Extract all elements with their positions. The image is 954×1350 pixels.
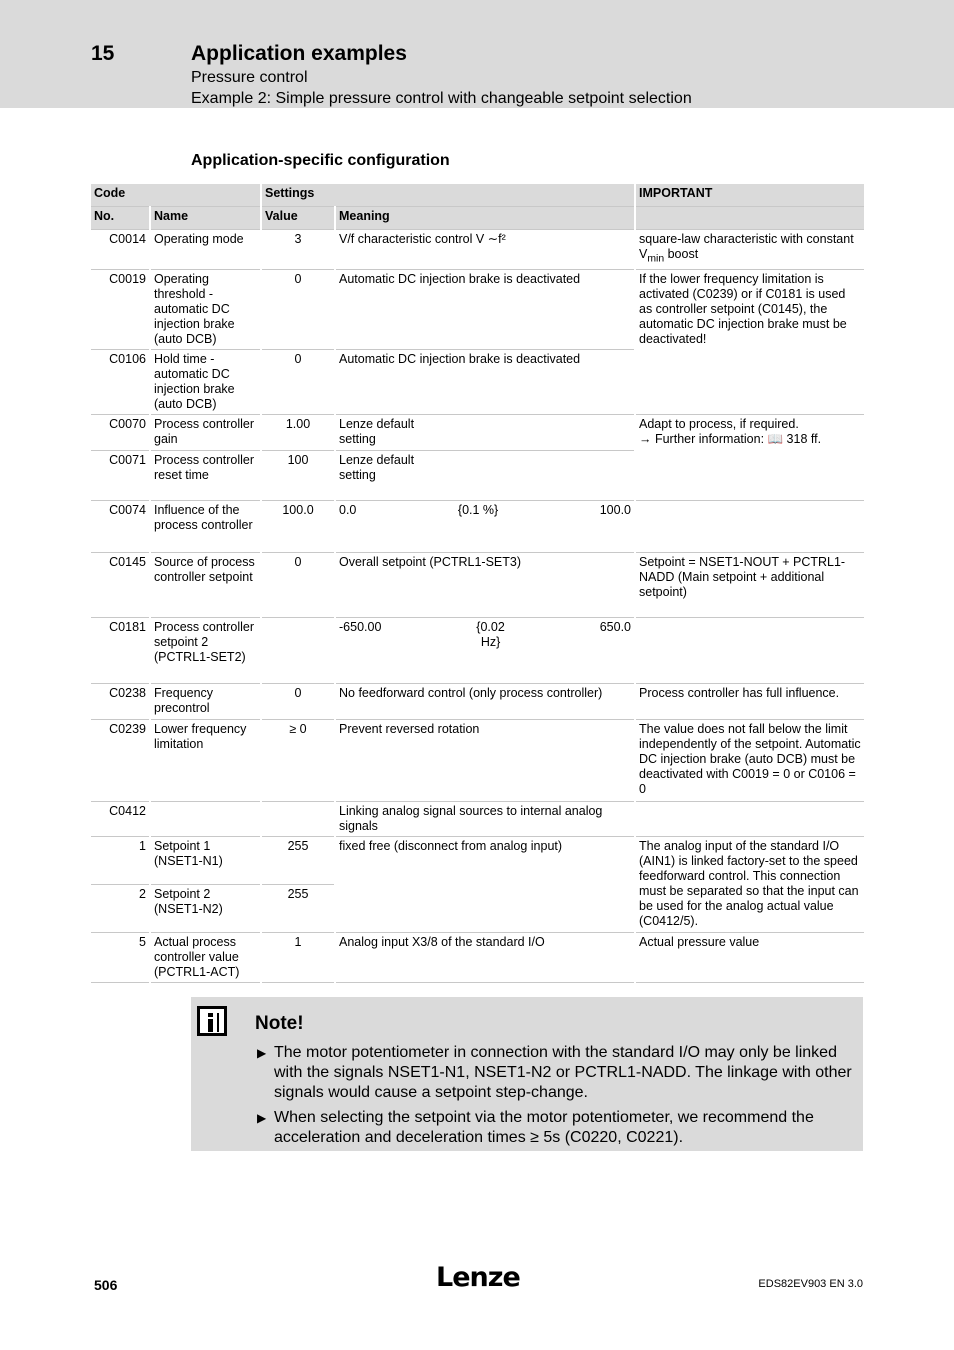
code-value: 100 (261, 450, 335, 500)
code-subindex: 5 (91, 932, 150, 982)
table-row (91, 230, 864, 270)
code-name: Setpoint 1 (NSET1-N1) (150, 836, 261, 884)
header-important: IMPORTANT (635, 184, 864, 207)
code-value: ≥ 0 (261, 719, 335, 801)
table-column-header-row (91, 207, 864, 230)
code-meaning: No feedforward control (only process controller) (335, 683, 635, 719)
code-meaning: Lenze default setting (335, 414, 635, 450)
code-important: Adapt to process, if required. → Further information: 📖 318 ff. (635, 414, 864, 500)
code-important: If the lower frequency limitation is activated (C0239) or if C0181 is used as controller setpoint (C0145), the automatic DC injection brake must be deactivated! (635, 269, 864, 414)
code-meaning: Lenze default setting (335, 450, 635, 500)
code-important (635, 617, 864, 683)
table-row (91, 617, 864, 683)
chapter-title: Application examples (191, 42, 407, 65)
page-number: 506 (94, 1277, 118, 1293)
code-no: C0238 (91, 683, 150, 719)
reference-link[interactable]: → Further information: 📖 318 ff. (639, 431, 822, 446)
table-row (91, 683, 864, 719)
note-item: ▶ The motor potentiometer in connection with the standard I/O may only be linked with the signals NSET1-N1, NSET1-N2 or PCTRL1-NADD. The linkage with other signals would cause a setpoint step-change. (257, 1044, 852, 1101)
code-value: 0 (261, 349, 335, 414)
code-no: C0181 (91, 617, 150, 683)
code-range: -650.00 {0.02 Hz} 650.0 (335, 617, 635, 683)
code-value: 1.00 (261, 414, 335, 450)
code-name: Setpoint 2 (NSET1-N2) (150, 884, 261, 932)
code-no: C0071 (91, 450, 150, 500)
code-value: 0 (261, 269, 335, 349)
header-name: Name (150, 207, 261, 230)
code-name: Source of process controller setpoint (150, 552, 261, 617)
document-id: EDS82EV903 EN 3.0 (758, 1278, 863, 1290)
table-row (91, 500, 864, 552)
table-row (91, 719, 864, 801)
bullet-arrow-icon: ▶ (257, 1111, 267, 1125)
code-subindex: 1 (91, 836, 150, 884)
code-meaning: V/f characteristic control V ∼f² (335, 230, 635, 270)
header-code: Code (91, 184, 261, 207)
lenze-logo: Lenze (436, 1262, 520, 1293)
table-group-header-row (91, 184, 864, 207)
code-no: C0074 (91, 500, 150, 552)
code-important: Actual pressure value (635, 932, 864, 982)
code-value: 255 (261, 836, 335, 884)
bullet-arrow-icon: ▶ (257, 1046, 267, 1060)
note-box (191, 997, 863, 1151)
code-name: Process controller gain (150, 414, 261, 450)
code-important: Process controller has full influence. (635, 683, 864, 719)
code-important: square-law characteristic with constant $V_{min}$ boost (635, 230, 864, 270)
note-title: Note! (255, 1013, 304, 1034)
code-value: 0 (261, 552, 335, 617)
code-meaning: Automatic DC injection brake is deactivated (335, 269, 635, 349)
code-value (261, 801, 335, 836)
code-name: Frequency precontrol (150, 683, 261, 719)
code-value: 3 (261, 230, 335, 270)
code-meaning: Overall setpoint (PCTRL1-SET3) (335, 552, 635, 617)
code-name: Lower frequency limitation (150, 719, 261, 801)
code-meaning: Prevent reversed rotation (335, 719, 635, 801)
header-value: Value (261, 207, 335, 230)
note-item: ▶ When selecting the setpoint via the motor potentiometer, we recommend the acceleration and deceleration times ≥ 5s (C0220, C0221). (257, 1109, 814, 1146)
code-name: Hold time - automatic DC injection brake (auto DCB) (150, 349, 261, 414)
table-row (91, 932, 864, 982)
code-important: Setpoint = NSET1-NOUT + PCTRL1-NADD (Main setpoint + additional setpoint) (635, 552, 864, 617)
header-meaning: Meaning (335, 207, 635, 230)
code-name: Operating mode (150, 230, 261, 270)
table-row (91, 836, 864, 884)
subtitle-example: Example 2: Simple pressure control with changeable setpoint selection (191, 90, 692, 107)
code-name (150, 801, 261, 836)
subtitle-pressure-control: Pressure control (191, 69, 308, 86)
code-range: 0.0 {0.1 %} 100.0 (335, 500, 635, 552)
section-title: Application-specific configuration (191, 152, 450, 169)
code-meaning: Linking analog signal sources to internal analog signals (335, 801, 635, 836)
code-name: Actual process controller value (PCTRL1-ACT) (150, 932, 261, 982)
code-no: C0014 (91, 230, 150, 270)
code-subindex: 2 (91, 884, 150, 932)
code-name: Influence of the process controller (150, 500, 261, 552)
code-value: 1 (261, 932, 335, 982)
code-no: C0239 (91, 719, 150, 801)
info-icon (197, 1006, 227, 1036)
code-important: The value does not fall below the limit independently of the setpoint. Automatic DC injection brake (auto DCB) must be deactivated with C0019 = 0 or C0106 = 0 (635, 719, 864, 801)
code-meaning: fixed free (disconnect from analog input) (335, 836, 635, 932)
note-list (257, 1043, 857, 1153)
chapter-number: 15 (91, 42, 115, 65)
code-important: The analog input of the standard I/O (AIN1) is linked factory-set to the speed feedforward control. This connection must be separated so that the input can be used for the analog actual value (C0412/5). (635, 836, 864, 932)
code-name: Process controller setpoint 2 (PCTRL1-SET2) (150, 617, 261, 683)
header-no: No. (91, 207, 150, 230)
code-name: Operating threshold - automatic DC injection brake (auto DCB) (150, 269, 261, 349)
code-no: C0070 (91, 414, 150, 450)
table-row (91, 269, 864, 349)
code-value: 255 (261, 884, 335, 932)
configuration-table (91, 184, 864, 983)
table-row (91, 552, 864, 617)
code-important (635, 801, 864, 836)
code-important (635, 500, 864, 552)
code-no: C0106 (91, 349, 150, 414)
code-no: C0145 (91, 552, 150, 617)
code-no: C0019 (91, 269, 150, 349)
table-row (91, 801, 864, 836)
code-value: 0 (261, 683, 335, 719)
code-meaning: Automatic DC injection brake is deactivated (335, 349, 635, 414)
header-settings: Settings (261, 184, 635, 207)
table-row (91, 414, 864, 450)
code-meaning: Analog input X3/8 of the standard I/O (335, 932, 635, 982)
code-name: Process controller reset time (150, 450, 261, 500)
code-no: C0412 (91, 801, 150, 836)
code-value (261, 617, 335, 683)
code-value: 100.0 (261, 500, 335, 552)
